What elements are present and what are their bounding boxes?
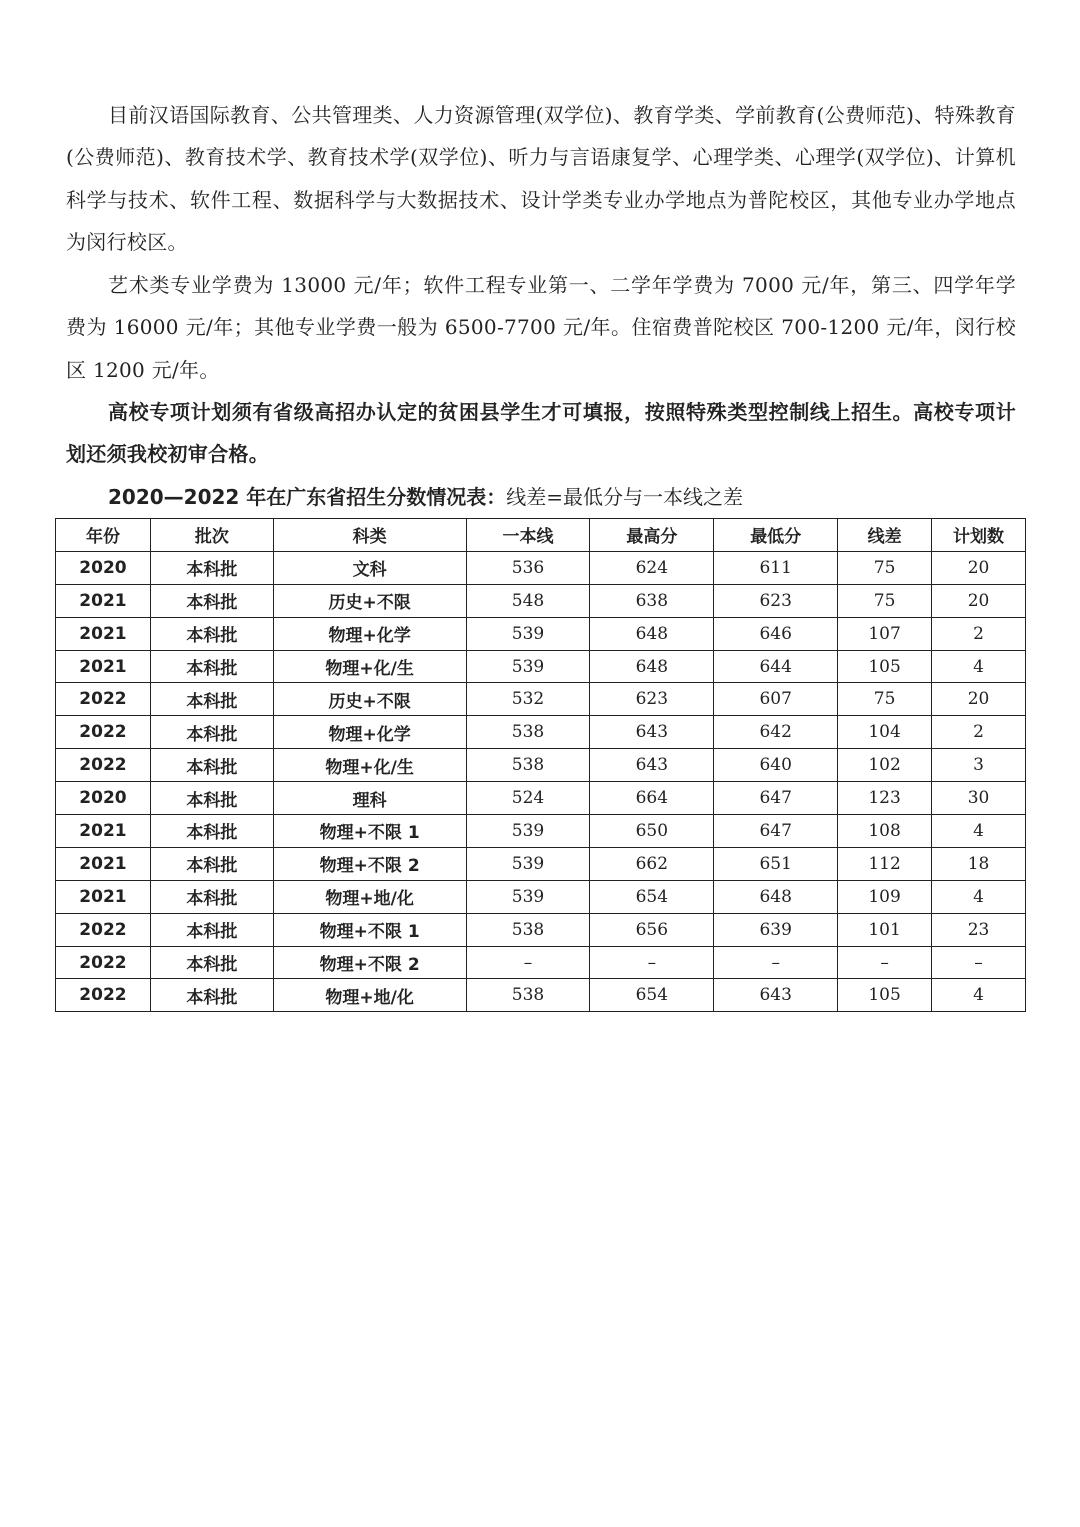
cell-subject-category: 物理+化学: [273, 716, 466, 749]
column-header-highest-score: 最高分: [590, 519, 714, 552]
table-row: [56, 979, 1026, 1012]
cell-first-tier-line: 548: [466, 584, 590, 617]
cell-batch: 本科批: [150, 847, 273, 880]
cell-year: 2022: [56, 749, 151, 782]
cell-lowest-score: 643: [714, 979, 838, 1012]
cell-highest-score: 648: [590, 650, 714, 683]
cell-line-difference: 108: [838, 815, 932, 848]
cell-plan-count: 20: [932, 683, 1026, 716]
cell-plan-count: 4: [932, 815, 1026, 848]
cell-line-difference: 104: [838, 716, 932, 749]
cell-highest-score: 664: [590, 782, 714, 815]
cell-highest-score: 624: [590, 551, 714, 584]
table-row: [56, 584, 1026, 617]
cell-year: 2021: [56, 584, 151, 617]
cell-line-difference: 107: [838, 617, 932, 650]
cell-year: 2021: [56, 815, 151, 848]
cell-first-tier-line: 539: [466, 617, 590, 650]
cell-first-tier-line: 539: [466, 880, 590, 913]
admission-scores-table: [55, 518, 1026, 1012]
cell-highest-score: 643: [590, 749, 714, 782]
cell-batch: 本科批: [150, 617, 273, 650]
cell-batch: 本科批: [150, 913, 273, 946]
cell-plan-count: 3: [932, 749, 1026, 782]
cell-lowest-score: 639: [714, 913, 838, 946]
cell-highest-score: 662: [590, 847, 714, 880]
table-row: [56, 749, 1026, 782]
cell-plan-count: 4: [932, 650, 1026, 683]
table-row: [56, 716, 1026, 749]
cell-first-tier-line: 536: [466, 551, 590, 584]
cell-year: 2021: [56, 880, 151, 913]
cell-batch: 本科批: [150, 979, 273, 1012]
cell-plan-count: 20: [932, 551, 1026, 584]
cell-lowest-score: –: [714, 946, 838, 979]
cell-first-tier-line: 524: [466, 782, 590, 815]
cell-batch: 本科批: [150, 946, 273, 979]
cell-subject-category: 物理+不限 2: [273, 847, 466, 880]
table-row: [56, 946, 1026, 979]
cell-first-tier-line: –: [466, 946, 590, 979]
column-header-lowest-score: 最低分: [714, 519, 838, 552]
cell-lowest-score: 640: [714, 749, 838, 782]
cell-highest-score: 643: [590, 716, 714, 749]
cell-batch: 本科批: [150, 815, 273, 848]
tuition-paragraph: 艺术类专业学费为 13000 元/年；软件工程专业第一、二学年学费为 7000 元/年，第三、四学年学费为 16000 元/年；其他专业学费一般为 6500-7700 元/年。住宿费普陀校区 700-1200 元/年，闵行校区 1200 元/年。: [66, 273, 1016, 382]
cell-year: 2021: [56, 847, 151, 880]
special-plan-paragraph: 高校专项计划须有省级高招办认定的贫困县学生才可填报，按照特殊类型控制线上招生。高校专项计划还须我校初审合格。: [66, 400, 1016, 467]
cell-highest-score: 648: [590, 617, 714, 650]
cell-highest-score: 638: [590, 584, 714, 617]
cell-line-difference: 101: [838, 913, 932, 946]
cell-batch: 本科批: [150, 782, 273, 815]
cell-batch: 本科批: [150, 880, 273, 913]
cell-first-tier-line: 538: [466, 749, 590, 782]
cell-lowest-score: 642: [714, 716, 838, 749]
cell-lowest-score: 651: [714, 847, 838, 880]
cell-year: 2022: [56, 683, 151, 716]
cell-line-difference: 112: [838, 847, 932, 880]
cell-lowest-score: 611: [714, 551, 838, 584]
table-caption-note: 线差=最低分与一本线之差: [506, 485, 744, 509]
cell-plan-count: 23: [932, 913, 1026, 946]
cell-subject-category: 物理+不限 2: [273, 946, 466, 979]
cell-batch: 本科批: [150, 551, 273, 584]
cell-highest-score: –: [590, 946, 714, 979]
cell-subject-category: 物理+地/化: [273, 979, 466, 1012]
cell-line-difference: 109: [838, 880, 932, 913]
cell-batch: 本科批: [150, 749, 273, 782]
column-header-plan-count: 计划数: [932, 519, 1026, 552]
column-header-first-tier-line: 一本线: [466, 519, 590, 552]
cell-line-difference: 102: [838, 749, 932, 782]
cell-year: 2022: [56, 946, 151, 979]
cell-lowest-score: 647: [714, 782, 838, 815]
table-header-row: [56, 519, 1026, 552]
cell-subject-category: 理科: [273, 782, 466, 815]
column-header-subject-category: 科类: [273, 519, 466, 552]
table-caption: [108, 481, 743, 510]
table-row: [56, 913, 1026, 946]
campus-location-paragraph: 目前汉语国际教育、公共管理类、人力资源管理(双学位)、教育学类、学前教育(公费师范)、特殊教育(公费师范)、教育技术学、教育技术学(双学位)、听力与言语康复学、心理学类、心理学(双学位)、计算机科学与技术、软件工程、数据科学与大数据技术、设计学类专业办学地点为普陀校区，其他专业办学地点为闵行校区。: [66, 103, 1016, 254]
cell-plan-count: 2: [932, 716, 1026, 749]
cell-year: 2022: [56, 979, 151, 1012]
table-row: [56, 847, 1026, 880]
cell-first-tier-line: 538: [466, 716, 590, 749]
table-row: [56, 782, 1026, 815]
cell-subject-category: 物理+化/生: [273, 650, 466, 683]
cell-subject-category: 历史+不限: [273, 584, 466, 617]
table-row: [56, 683, 1026, 716]
cell-highest-score: 656: [590, 913, 714, 946]
column-header-line-difference: 线差: [838, 519, 932, 552]
cell-subject-category: 物理+化学: [273, 617, 466, 650]
cell-plan-count: 18: [932, 847, 1026, 880]
cell-highest-score: 654: [590, 880, 714, 913]
cell-first-tier-line: 532: [466, 683, 590, 716]
cell-year: 2020: [56, 551, 151, 584]
cell-lowest-score: 647: [714, 815, 838, 848]
cell-line-difference: 105: [838, 979, 932, 1012]
cell-subject-category: 物理+化/生: [273, 749, 466, 782]
table-row: [56, 815, 1026, 848]
cell-year: 2021: [56, 650, 151, 683]
cell-line-difference: 75: [838, 551, 932, 584]
cell-highest-score: 623: [590, 683, 714, 716]
cell-batch: 本科批: [150, 650, 273, 683]
cell-batch: 本科批: [150, 716, 273, 749]
cell-subject-category: 物理+不限 1: [273, 913, 466, 946]
cell-subject-category: 历史+不限: [273, 683, 466, 716]
cell-year: 2020: [56, 782, 151, 815]
cell-lowest-score: 644: [714, 650, 838, 683]
cell-lowest-score: 607: [714, 683, 838, 716]
cell-first-tier-line: 539: [466, 847, 590, 880]
cell-lowest-score: 623: [714, 584, 838, 617]
cell-year: 2021: [56, 617, 151, 650]
cell-batch: 本科批: [150, 584, 273, 617]
table-row: [56, 617, 1026, 650]
cell-plan-count: 20: [932, 584, 1026, 617]
cell-line-difference: 123: [838, 782, 932, 815]
cell-line-difference: 105: [838, 650, 932, 683]
cell-line-difference: 75: [838, 584, 932, 617]
cell-plan-count: 4: [932, 880, 1026, 913]
cell-plan-count: 2: [932, 617, 1026, 650]
cell-plan-count: 4: [932, 979, 1026, 1012]
cell-highest-score: 654: [590, 979, 714, 1012]
cell-batch: 本科批: [150, 683, 273, 716]
cell-first-tier-line: 539: [466, 650, 590, 683]
cell-highest-score: 650: [590, 815, 714, 848]
cell-lowest-score: 648: [714, 880, 838, 913]
cell-first-tier-line: 538: [466, 979, 590, 1012]
table-row: [56, 650, 1026, 683]
cell-first-tier-line: 538: [466, 913, 590, 946]
cell-first-tier-line: 539: [466, 815, 590, 848]
column-header-year: 年份: [56, 519, 151, 552]
column-header-batch: 批次: [150, 519, 273, 552]
table-row: [56, 551, 1026, 584]
cell-year: 2022: [56, 716, 151, 749]
cell-subject-category: 物理+不限 1: [273, 815, 466, 848]
cell-subject-category: 文科: [273, 551, 466, 584]
cell-lowest-score: 646: [714, 617, 838, 650]
cell-subject-category: 物理+地/化: [273, 880, 466, 913]
cell-line-difference: 75: [838, 683, 932, 716]
cell-plan-count: 30: [932, 782, 1026, 815]
table-row: [56, 880, 1026, 913]
cell-plan-count: –: [932, 946, 1026, 979]
cell-year: 2022: [56, 913, 151, 946]
table-caption-title: 2020—2022 年在广东省招生分数情况表：: [108, 485, 507, 509]
cell-line-difference: –: [838, 946, 932, 979]
